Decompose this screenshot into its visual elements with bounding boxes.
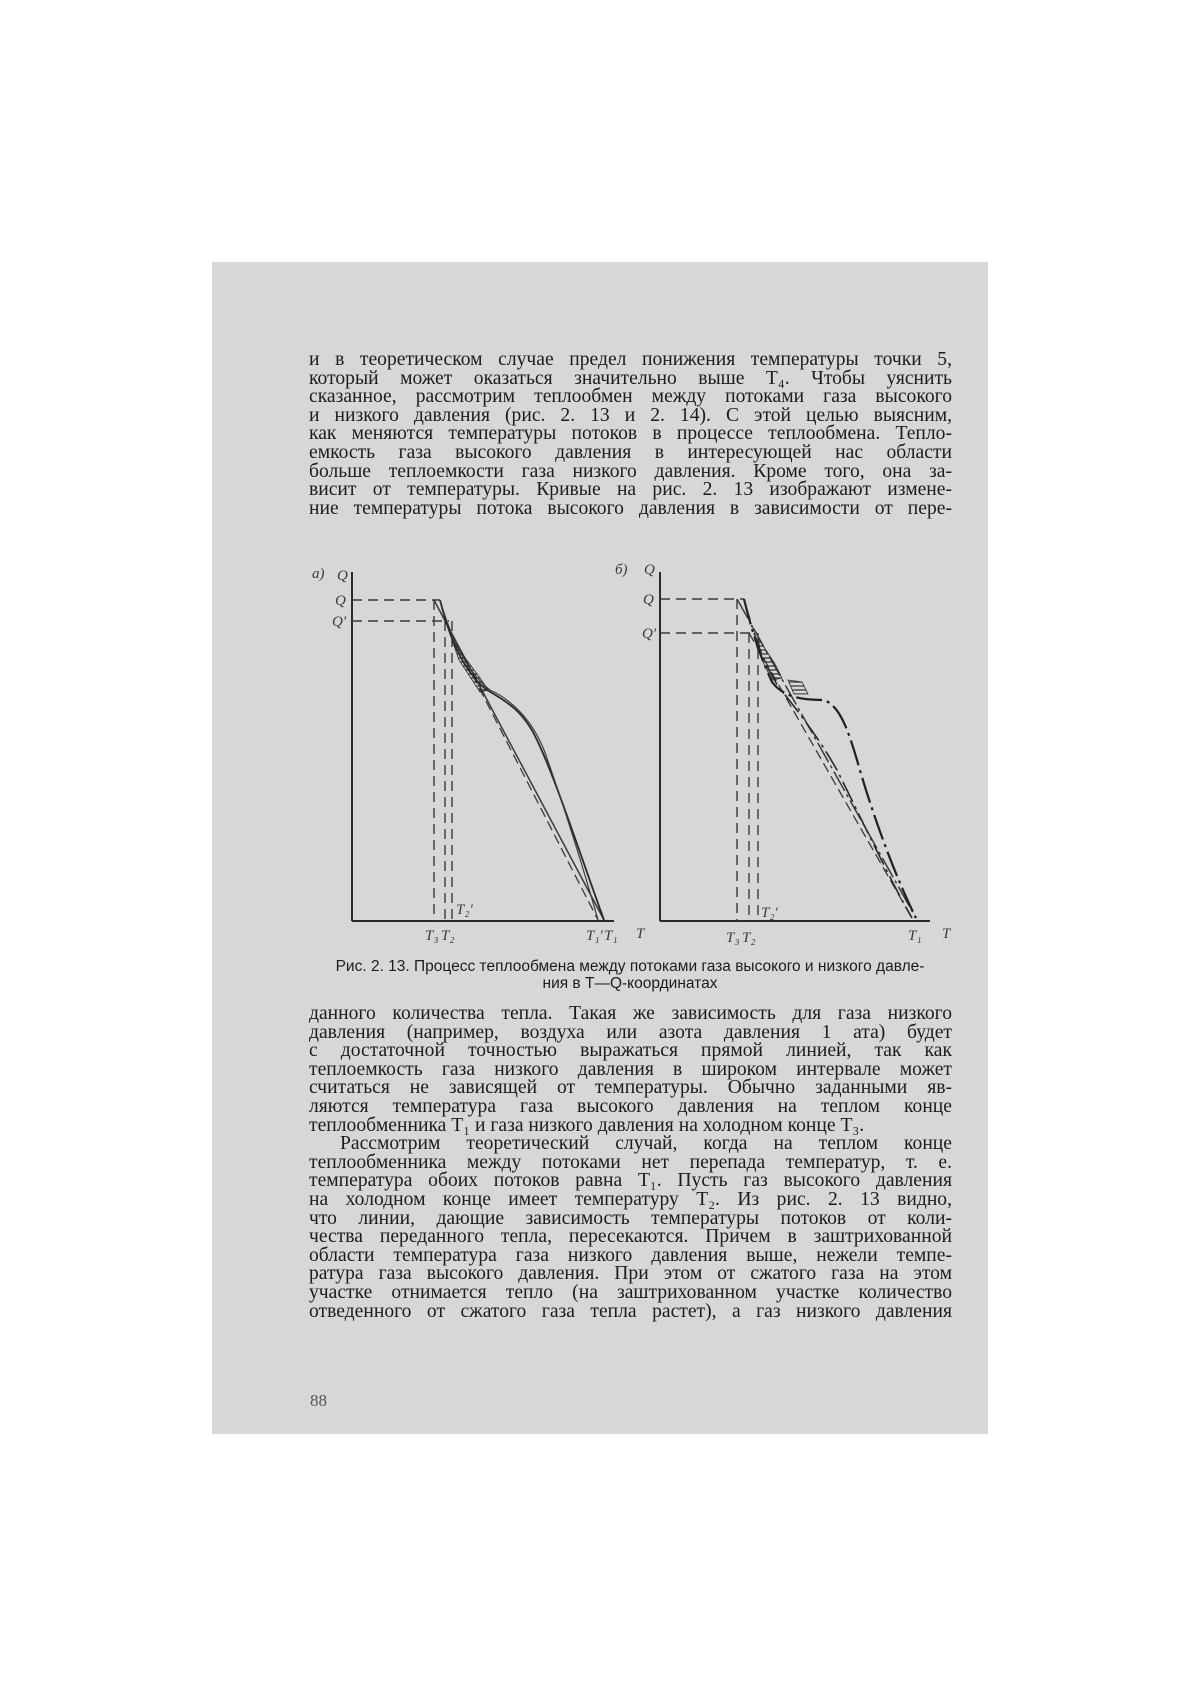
panel-b-hatched-area-1	[758, 638, 782, 680]
panel-b	[615, 562, 952, 946]
text-line: теплообменника между потоками нет перепада температур, т. е.	[309, 1151, 952, 1173]
text-line: сказанное, рассмотрим теплообмен между потоками газа высокого	[309, 386, 952, 408]
text-line: теплообменника T₁ и газа низкого давления на холодном конце T₃.	[309, 1114, 865, 1136]
panel-a-hatched-area	[452, 640, 488, 692]
panel-b-q-prime-tick: Q′	[642, 626, 657, 642]
text-line: области температура газа низкого давления выше, нежели темпе-	[309, 1244, 952, 1266]
text-line: участке отнимается тепло (на заштрихованном участке количество	[309, 1281, 952, 1303]
caption-line: Рис. 2. 13. Процесс теплообмена между потоками газа высокого и низкого давле-	[335, 958, 925, 975]
panel-a-t1-prime-label: T₁′	[586, 928, 603, 944]
text-line: на холодном конце имеет температуру T₂. Из рис. 2. 13 видно,	[309, 1188, 952, 1210]
panel-b-t2-label: T₂	[742, 930, 756, 946]
panel-a-q-prime-tick: Q′	[332, 614, 347, 630]
panel-b-t2-prime-label: T₂′	[761, 905, 778, 921]
panel-b-hatched-area-2	[788, 680, 808, 694]
panel-a-label: а)	[312, 566, 325, 582]
text-line: и в теоретическом случае предел понижения температуры точки 5,	[309, 349, 952, 370]
panel-a-t3-label: T₃	[425, 928, 439, 944]
panel-b-t-axis-label: T	[942, 926, 951, 942]
text-line: что линии, дающие зависимость температуры потоков от коли-	[309, 1207, 952, 1229]
panel-a-t2-label: T₂	[441, 928, 455, 944]
text-line: температура обоих потоков равна T₁. Пусть газ высокого давления	[309, 1170, 952, 1192]
text-line: отведенного от сжатого газа тепла растет), а газ низкого давления	[309, 1300, 952, 1322]
text-line: чества переданного тепла, пересекаются. Причем в заштрихованной	[309, 1226, 952, 1248]
figure-drawing	[212, 560, 988, 950]
text-line: ратура газа высокого давления. При этом от сжатого газа на этом	[309, 1263, 952, 1285]
text-line: и низкого давления (рис. 2. 13 и 2. 14). С этой целью выясним,	[309, 404, 952, 426]
paragraph-bottom	[309, 1005, 952, 1321]
text-line: Рассмотрим теоретический случай, когда на теплом конце	[340, 1133, 952, 1155]
text-line: больше теплоемкости газа низкого давления. Кроме того, она за-	[309, 460, 952, 482]
figure-caption	[300, 958, 960, 992]
text-line: ляются температура газа высокого давления на теплом конце	[309, 1095, 952, 1117]
panel-b-t1-label: T₁	[908, 928, 922, 944]
text-line: емкость газа высокого давления в интересующей нас области	[309, 441, 952, 463]
panel-a-t1-label: T₁	[604, 928, 618, 944]
text-line: висит от температуры. Кривые на рис. 2. 13 изображают измене-	[309, 479, 952, 501]
text-line: ние температуры потока высокого давления в зависимости от пере-	[309, 497, 952, 519]
text-line: данного количества тепла. Такая же зависимость для газа низкого	[309, 1003, 952, 1024]
panel-b-q-axis-label: Q	[644, 562, 655, 578]
text-line: считаться не зависящей от температуры. Обычно заданными яв-	[309, 1077, 952, 1099]
panel-b-high-pressure-curve-2	[744, 599, 912, 918]
caption-line: ния в T—Q-координатах	[542, 975, 718, 992]
text-line: как меняются температуры потоков в процессе теплообмена. Тепло-	[309, 423, 952, 445]
panel-b-t3-label: T₃	[726, 930, 740, 946]
panel-b-q-tick: Q	[643, 592, 654, 608]
page-number: 88	[310, 1391, 327, 1410]
panel-a-q-axis-label: Q	[337, 568, 348, 584]
text-line: давления (например, воздуха или азота давления 1 ата) будет	[309, 1021, 952, 1043]
panel-a-high-pressure-curve	[440, 600, 604, 920]
paragraph-top	[309, 351, 952, 518]
panel-b-label: б)	[615, 562, 628, 578]
figure-2-13	[212, 560, 988, 950]
panel-a-q-tick: Q	[335, 593, 346, 609]
panel-a-t-axis-label: T	[636, 926, 645, 942]
text-line: который может оказаться значительно выше T₄. Чтобы уяснить	[309, 367, 952, 389]
panel-a	[312, 566, 646, 944]
text-line: с достаточной точностью выражаться прямой линией, так как	[309, 1040, 952, 1062]
panel-a-t2-prime-label: T₂′	[456, 902, 473, 918]
text-line: теплоемкость газа низкого давления в широком интервале может	[309, 1058, 952, 1080]
